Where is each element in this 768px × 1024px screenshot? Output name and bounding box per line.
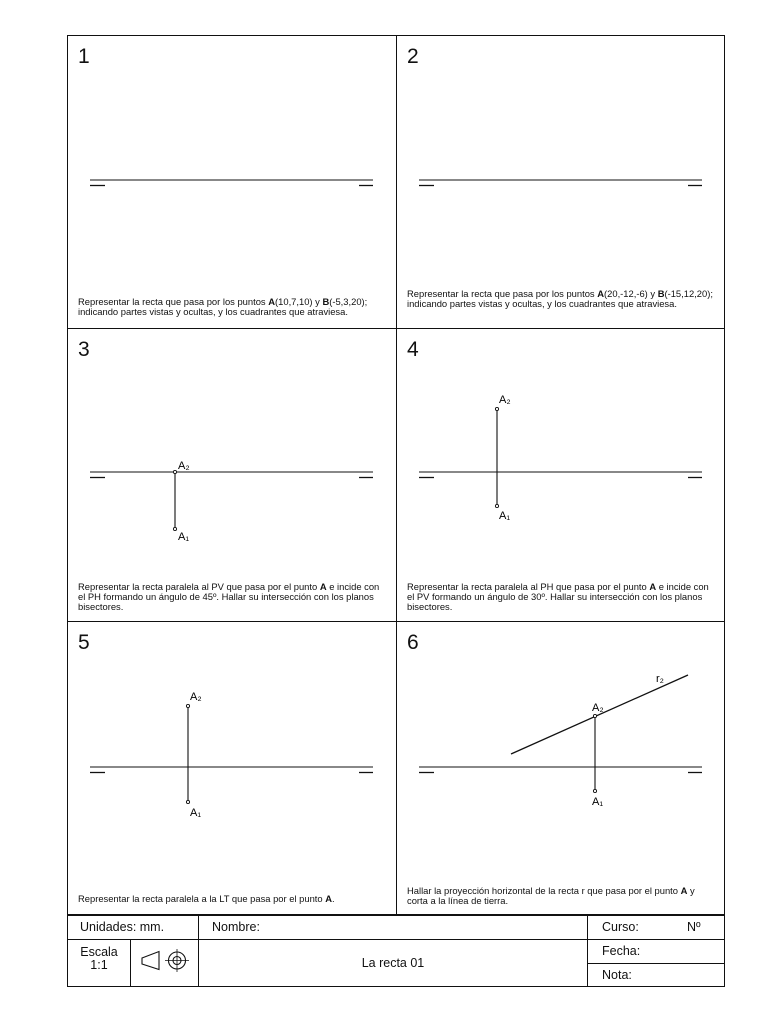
exercise-statement: Representar la recta que pasa por los puntos A(10,7,10) y B(-5,3,20); indicando partes vistas y ocultas, y los cuadrantes que atraviesa. — [78, 296, 368, 317]
ground-line-diagram — [68, 36, 396, 328]
projection-diagram — [397, 622, 725, 914]
course-field-label: Curso: — [602, 920, 639, 934]
date-field-label: Fecha: — [602, 944, 641, 958]
point-label-a2: A₂ — [190, 691, 202, 703]
exercise-statement: Representar la recta que pasa por los puntos A(20,-12,-6) y B(-15,12,20); indicando partes vistas y ocultas, y los cuadrantes que atraviesa. — [407, 288, 713, 309]
exercise-statement: Representar la recta paralela a la LT que pasa por el punto A. — [78, 893, 335, 904]
exercise-number: 5 — [78, 631, 90, 654]
projection-diagram — [397, 329, 725, 621]
projection-diagram — [68, 329, 396, 621]
point-label-a1: A₁ — [190, 807, 202, 819]
scale-box — [68, 946, 130, 972]
line-label-r2: r₂ — [656, 673, 664, 685]
point-label-a1: A₁ — [499, 510, 511, 522]
drawing-sheet — [67, 35, 725, 987]
point-label-a2: A₂ — [592, 702, 604, 714]
exercise-number: 1 — [78, 45, 90, 68]
exercise-number: 4 — [407, 338, 419, 361]
point-label-a1: A₁ — [178, 531, 190, 543]
exercise-4 — [397, 329, 725, 621]
point-label-a1: A₁ — [592, 796, 604, 808]
exercise-statement: Representar la recta paralela al PH que pasa por el punto A e incide con el PV formando un ángulo de 30º. Hallar su intersección con los planos bisectores. — [407, 581, 709, 612]
grade-field-label: Nota: — [602, 968, 632, 982]
name-field-label: Nombre: — [212, 920, 260, 934]
point-label-a2: A₂ — [178, 460, 190, 472]
exercise-number: 3 — [78, 338, 90, 361]
projection-diagram — [68, 622, 396, 914]
point-label-a2: A₂ — [499, 394, 511, 406]
exercise-statement: Hallar la proyección horizontal de la recta r que pasa por el punto A y corta a la línea de tierra. — [407, 885, 695, 906]
scale-value: 1:1 — [90, 958, 108, 973]
exercise-6 — [397, 622, 725, 914]
scale-label: Escala — [80, 945, 118, 959]
first-angle-projection-icon — [130, 940, 198, 986]
exercise-number: 2 — [407, 45, 419, 68]
units-label: Unidades: mm. — [80, 920, 165, 934]
drawing-title: La recta 01 — [361, 956, 425, 970]
ground-line-diagram — [397, 36, 725, 328]
title-block — [68, 915, 724, 986]
exercise-5 — [68, 622, 396, 914]
exercise-3 — [68, 329, 396, 621]
exercise-2 — [397, 36, 725, 328]
exercise-number: 6 — [407, 631, 419, 654]
number-field-label: Nº — [687, 920, 701, 934]
exercise-statement: Representar la recta paralela al PV que pasa por el punto A e incide con el PH formando un ángulo de 45º. Hallar su intersección con los planos bisectores. — [78, 581, 380, 612]
exercise-1 — [68, 36, 396, 328]
